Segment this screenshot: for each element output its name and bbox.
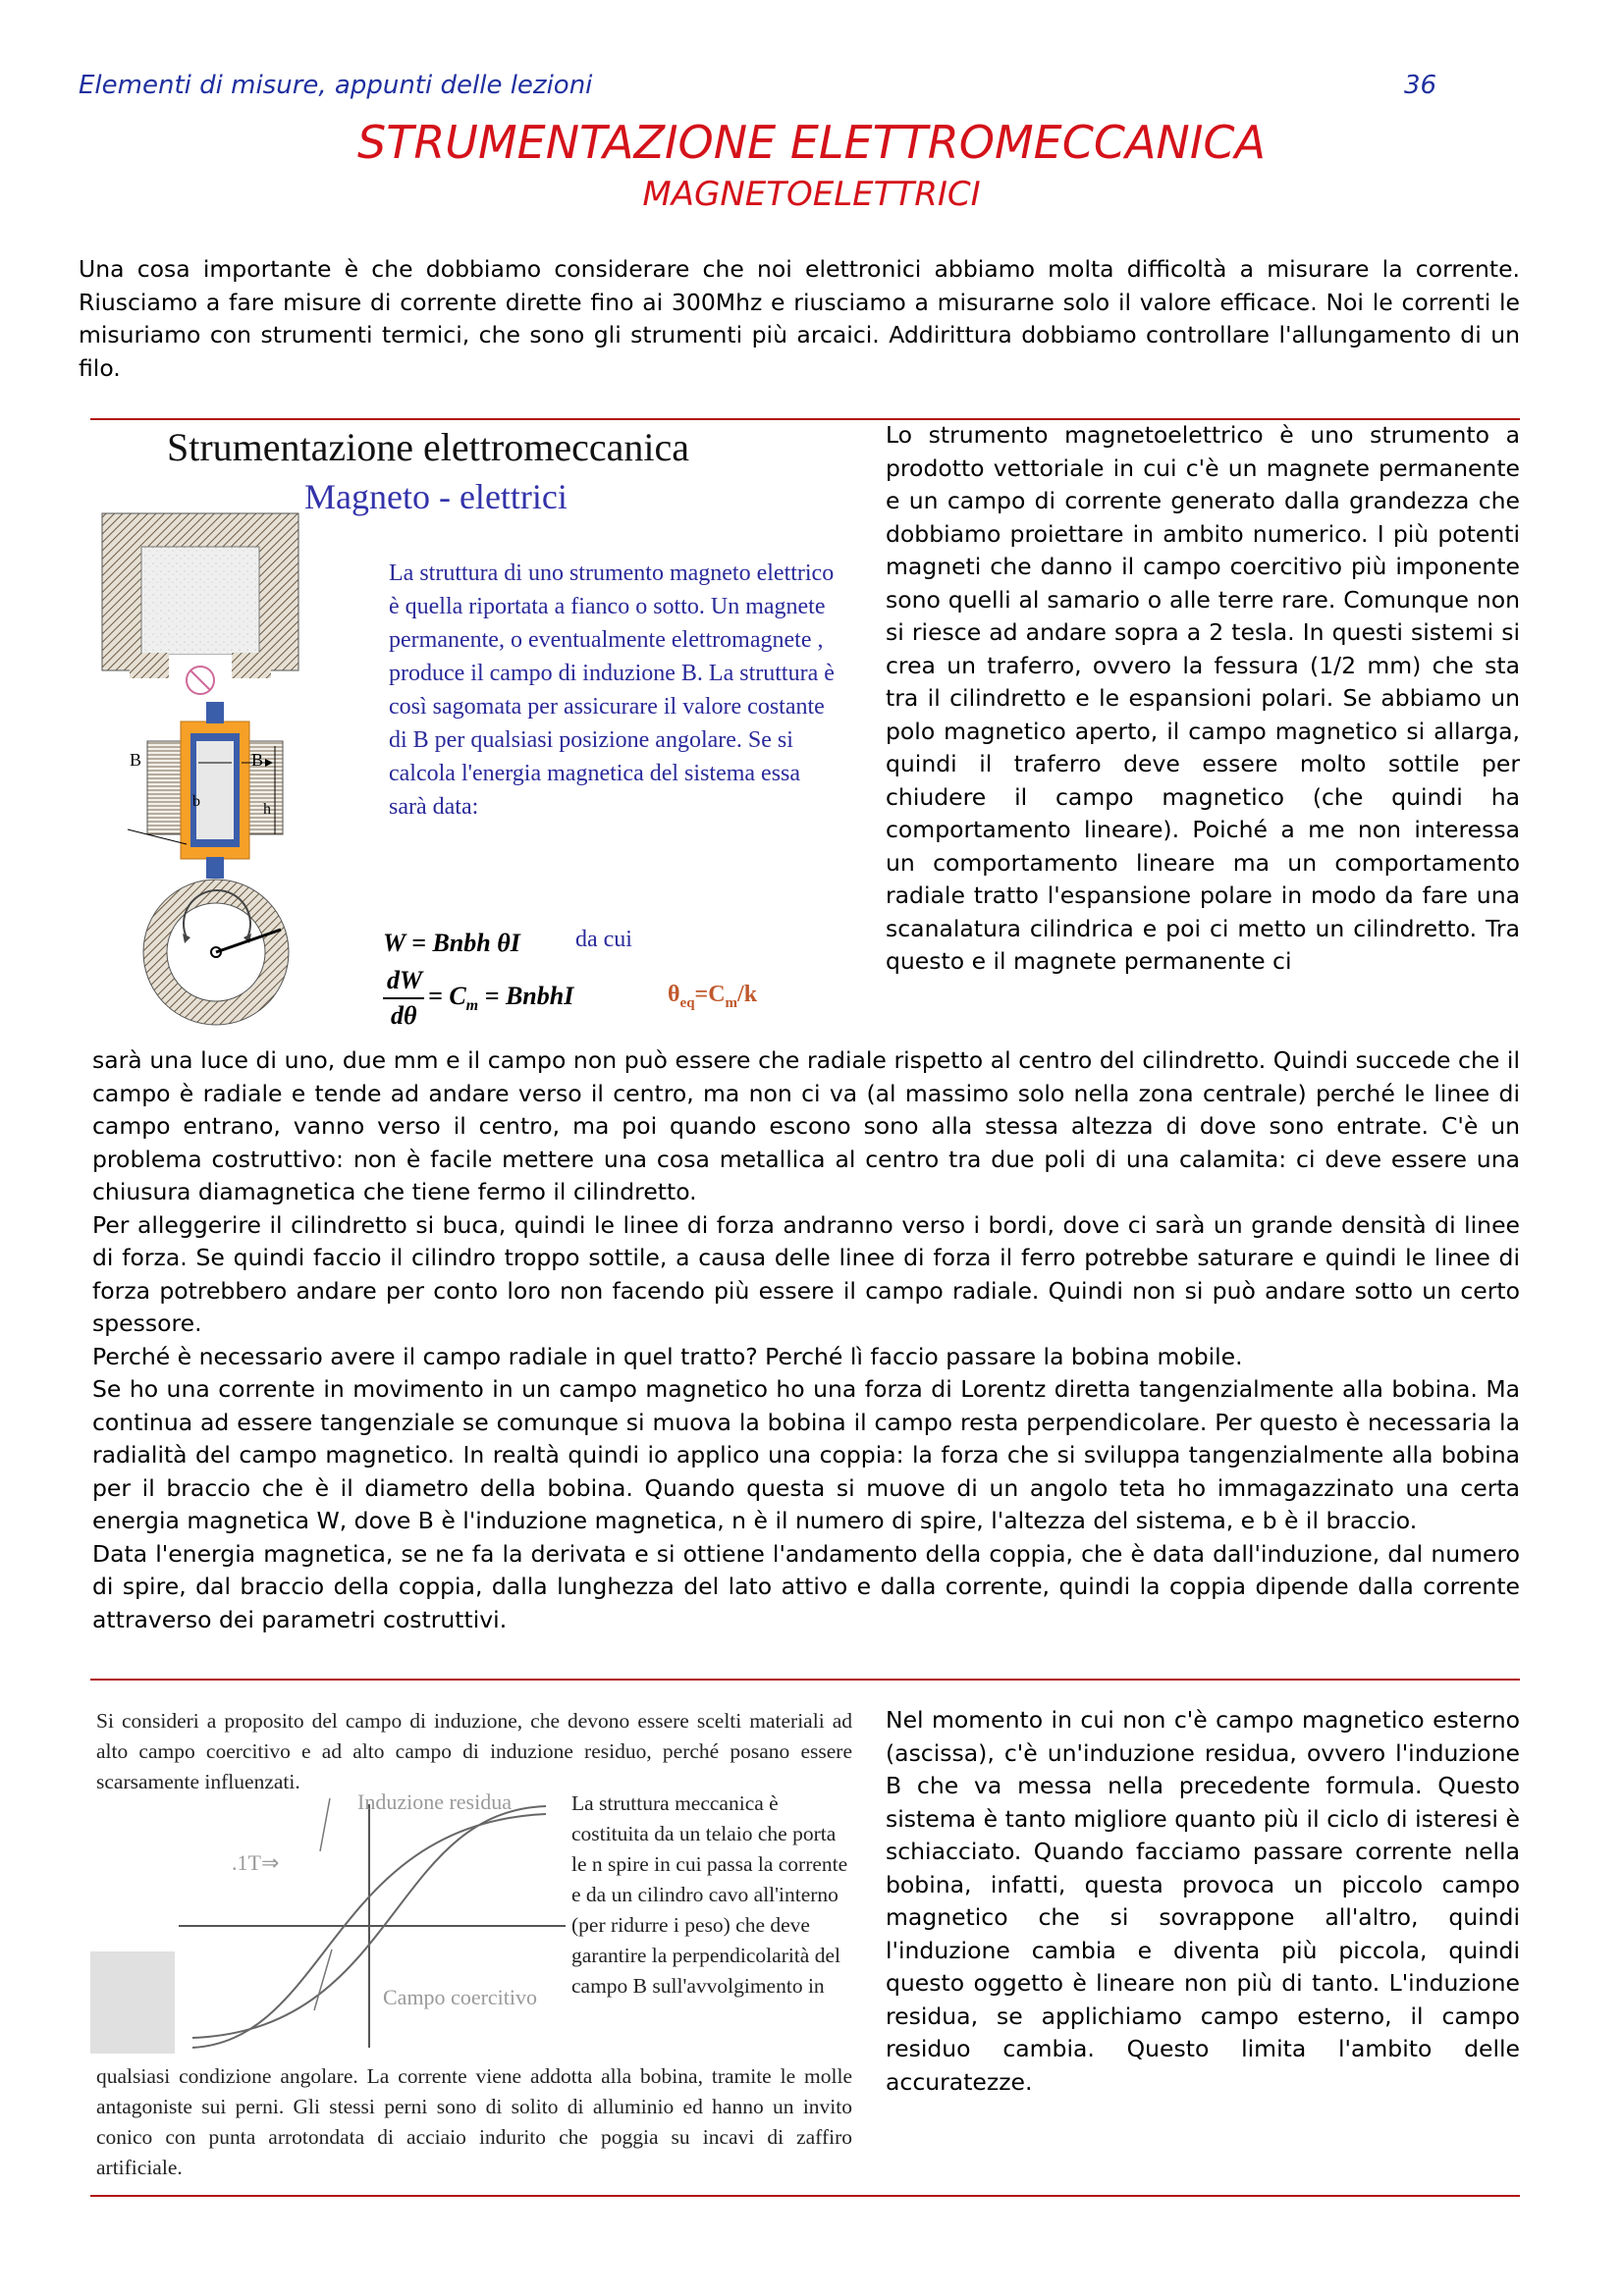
running-header: Elementi di misure, appunti delle lezioni: [79, 71, 593, 100]
label-residual-induction: Induzione residua: [357, 1789, 512, 1814]
body-paragraph-4: Se ho una corrente in movimento in un campo magnetico ho una forza di Lorentz diretta tangenzialmente alla bobina. Ma continua ad essere tangenziale se comunque si muova la bobina il campo resta perpendicolare. Per questo è necessaria la radialità del campo magnetico. In realtà quindi io applico una coppia: la forza che si sviluppa tangenzialmente alla bobina per il braccio che è il diametro della bobina. Quando questa si muove di un angolo teta ho immagazzinato una certa energia magnetica W, dove B è l'induzione magnetica, n è il numero di spire, l'altezza del sistema, e b è il braccio.: [92, 1375, 1520, 1534]
body-paragraph-2: Per alleggerire il cilindretto si buca, quindi le linee di forza andranno verso i bordi, dove ci sarà un grande densità di linee di forza. Se quindi faccio il cilindro troppo sottile, a causa delle linee di forza il ferro potrebbe saturare e quindi le linee di forza potrebbero andare per conto loro non facendo più essere il campo radiale. Quindi non si può andare sotto un certo spessore.: [92, 1210, 1520, 1337]
page-number: 36: [1404, 71, 1437, 100]
label-b-small: b: [192, 793, 200, 810]
slide-title: Strumentazione elettromeccanica: [167, 425, 689, 469]
label-b-left: B: [130, 750, 142, 770]
slide-subtitle: Magneto - elettrici: [304, 477, 568, 516]
label-b-right: B: [251, 750, 264, 770]
body-text: [92, 1044, 1520, 1636]
hysteresis-loop-diagram: [84, 1794, 575, 2059]
label-coercive-field: Campo coercitivo: [383, 1985, 538, 2009]
label-1t: .1T⇒: [232, 1850, 280, 1875]
intro-paragraph: Una cosa importante è che dobbiamo considerare che noi elettronici abbiamo molta difficoltà a misurare la corrente. Riusciamo a fare misure di corrente dirette fino ai 300Mhz e riusciamo a misurarne solo il valore efficace. Noi le correnti le misuriamo con strumenti termici, che sono gli strumenti più arcaici. Addirittura dobbiamo controllare l'allungamento di un filo.: [79, 255, 1520, 382]
slide2-top-text: Si consideri a proposito del campo di induzione, che devono essere scelti materiali ad alto campo coercitivo e ad alto campo di induzione residuo, perché posano essere scarsamente influenzati.: [96, 1709, 852, 1793]
fraction-bar: [383, 997, 424, 999]
derivative-denominator: dθ: [391, 1001, 417, 1030]
magnetoelectric-instrument-diagram: [88, 506, 383, 1036]
equation-suffix: da cui: [575, 927, 632, 952]
body-paragraph-3: Perché è necessario avere il campo radiale in quel tratto? Perché lì faccio passare la bobina mobile.: [92, 1342, 1243, 1370]
label-h: h: [263, 801, 271, 818]
slide-description: La struttura di uno strumento magneto elettrico è quella riportata a fianco o sotto. Un magnete permanente, o eventualmente elettromagnete , produce il campo di induzione B. La struttura è così sagomata per assicurare il valore costante di B per qualsiasi posizione angolare. Se si calcola l'energia magnetica del sistema essa sarà data:: [389, 561, 835, 820]
slide2-bottom-text: qualsiasi condizione angolare. La corrente viene addotta alla bobina, tramite le molle antagoniste sui perni. Gli stessi perni sono di solito di alluminio ed hanno un invito conico con punta arrotondata di acciaio indurito che poggia su incavi di zaffiro artificiale.: [96, 2064, 852, 2179]
section-divider-3: [90, 2195, 1520, 2197]
section-divider-2: [90, 1679, 1520, 1681]
equation-energy: W = Bnbh θI: [383, 929, 520, 957]
torque-equation: = $C_m$ = BnbhI: [428, 982, 574, 1015]
derivative-numerator: dW: [387, 966, 423, 994]
theta-equilibrium: $\theta_{eq}=C_m/k$: [668, 982, 758, 1011]
right-column-text-2: Nel momento in cui non c'è campo magnetico esterno (ascissa), c'è un'induzione residua, ovvero l'induzione B che va messa nella precedente formula. Questo sistema è tanto migliore quanto più il ciclo di isteresi è schiacciato. Quando facciamo passare corrente nella bobina, infatti, questa provoca un piccolo campo magnetico che si sovrappone all'altro, quindi l'induzione cambia e diventa più piccola, quindi questo oggetto è lineare non più di tanto. L'induzione residua, se applichiamo campo esterno, il campo residuo cambia. Questo limita l'ambito delle accuratezze.: [886, 1706, 1520, 2096]
page-title: STRUMENTAZIONE ELETTROMECCANICA: [357, 116, 1266, 169]
slide2-side-text: La struttura meccanica è costituita da un telaio che porta le n spire in cui passa la corrente e da un cilindro cavo all'interno (per ridurre i peso) che deve garantire la perpendicolarità del campo B sull'avvolgimento in: [571, 1791, 848, 1998]
page-subtitle: MAGNETOELETTRICI: [642, 175, 981, 214]
body-paragraph-5: Data l'energia magnetica, se ne fa la derivata e si ottiene l'andamento della coppia, che è data dall'induzione, dal numero di spire, dal braccio della coppia, dalla lunghezza del lato attivo e dalla corrente, quindi la coppia dipende dalla corrente attraverso dei parametri costruttivi.: [92, 1539, 1520, 1633]
body-paragraph-1: sarà una luce di uno, due mm e il campo non può essere che radiale rispetto al centro del cilindretto. Quindi succede che il campo è radiale e tende ad andare verso il centro, ma non ci va (al massimo solo nella zona centrale) perché le linee di campo entrano, vanno verso il centro, ma poi quando escono sono alla stessa altezza di dove sono entrate. C'è un problema costruttivo: non è facile mettere una cosa metallica al centro tra due poli di una calamita: ci deve essere una chiusura diamagnetica che tiene fermo il cilindretto.: [92, 1046, 1520, 1205]
right-column-text-1: Lo strumento magnetoelettrico è uno strumento a prodotto vettoriale in cui c'è un magnete permanente e un campo di corrente generato dalla grandezza che dobbiamo proiettare in ambito numerico. I più potenti magneti che danno il campo coercitivo più imponente sono quelli al samario o alle terre rare. Comunque non si riesce ad andare sopra a 2 tesla. In questi sistemi si crea un traferro, ovvero la fessura (1/2 mm) che sta tra il cilindretto e le espansioni polari. Se abbiamo un polo magnetico aperto, il campo magnetico si allarga, quindi il traferro deve essere molto sottile per chiudere il campo magnetico (che quindi ha comportamento lineare). Poiché a me non interessa un comportamento lineare ma un comportamento radiale tratto l'espansione polare in modo da fare una scanalatura cilindrica e poi ci metto un cilindretto. Tra questo e il magnete permanente ci: [886, 421, 1520, 975]
